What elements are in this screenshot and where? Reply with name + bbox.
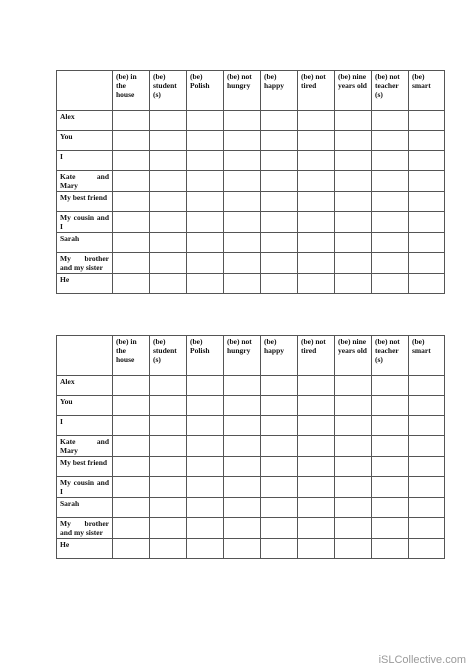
answer-cell[interactable] — [298, 151, 335, 171]
answer-cell[interactable] — [298, 192, 335, 212]
answer-cell[interactable] — [224, 498, 261, 518]
answer-cell[interactable] — [409, 171, 445, 192]
answer-cell[interactable] — [187, 253, 224, 274]
answer-cell[interactable] — [261, 111, 298, 131]
answer-cell[interactable] — [187, 192, 224, 212]
answer-cell[interactable] — [261, 416, 298, 436]
answer-cell[interactable] — [335, 376, 372, 396]
answer-cell[interactable] — [409, 151, 445, 171]
answer-cell[interactable] — [113, 192, 150, 212]
answer-cell[interactable] — [113, 498, 150, 518]
table-row — [57, 151, 445, 171]
column-header: (be) not teacher (s) — [372, 71, 409, 111]
answer-cell[interactable] — [409, 253, 445, 274]
answer-cell[interactable] — [150, 477, 187, 498]
answer-cell[interactable] — [298, 477, 335, 498]
row-subject-label: You — [57, 131, 113, 151]
answer-cell[interactable] — [224, 131, 261, 151]
answer-cell[interactable] — [150, 131, 187, 151]
answer-cell[interactable] — [372, 233, 409, 253]
header-row — [57, 71, 445, 111]
answer-cell[interactable] — [150, 518, 187, 539]
answer-cell[interactable] — [224, 111, 261, 131]
answer-cell[interactable] — [224, 518, 261, 539]
answer-cell[interactable] — [261, 233, 298, 253]
answer-cell[interactable] — [261, 396, 298, 416]
answer-cell[interactable] — [409, 477, 445, 498]
answer-cell[interactable] — [150, 498, 187, 518]
answer-cell[interactable] — [372, 253, 409, 274]
column-header: (be) nine years old — [335, 71, 372, 111]
answer-cell[interactable] — [409, 274, 445, 294]
answer-cell[interactable] — [298, 498, 335, 518]
answer-cell[interactable] — [261, 171, 298, 192]
answer-cell[interactable] — [150, 111, 187, 131]
column-header: (be) student (s) — [150, 71, 187, 111]
answer-cell[interactable] — [298, 171, 335, 192]
answer-cell[interactable] — [224, 171, 261, 192]
answer-cell[interactable] — [224, 253, 261, 274]
answer-cell[interactable] — [150, 539, 187, 559]
answer-cell[interactable] — [335, 212, 372, 233]
answer-cell[interactable] — [113, 436, 150, 457]
answer-cell[interactable] — [298, 396, 335, 416]
answer-cell[interactable] — [335, 457, 372, 477]
answer-cell[interactable] — [335, 253, 372, 274]
answer-cell[interactable] — [187, 274, 224, 294]
column-header: (be) not hungry — [224, 336, 261, 376]
row-subject-label: You — [57, 396, 113, 416]
answer-cell[interactable] — [150, 233, 187, 253]
answer-cell[interactable] — [372, 477, 409, 498]
answer-cell[interactable] — [261, 498, 298, 518]
answer-cell[interactable] — [261, 457, 298, 477]
answer-cell[interactable] — [187, 436, 224, 457]
table-row — [57, 233, 445, 253]
answer-cell[interactable] — [372, 212, 409, 233]
table-row — [57, 457, 445, 477]
answer-cell[interactable] — [113, 151, 150, 171]
answer-cell[interactable] — [409, 192, 445, 212]
answer-cell[interactable] — [113, 376, 150, 396]
answer-cell[interactable] — [372, 131, 409, 151]
column-header: (be) in the house — [113, 71, 150, 111]
answer-cell[interactable] — [409, 396, 445, 416]
answer-cell[interactable] — [261, 131, 298, 151]
answer-cell[interactable] — [224, 151, 261, 171]
answer-cell[interactable] — [150, 151, 187, 171]
column-header: (be) Polish — [187, 71, 224, 111]
answer-cell[interactable] — [372, 376, 409, 396]
answer-cell[interactable] — [150, 253, 187, 274]
column-header: (be) not teacher (s) — [372, 336, 409, 376]
answer-cell[interactable] — [298, 253, 335, 274]
worksheet-table-bottom — [56, 335, 445, 559]
answer-cell[interactable] — [335, 416, 372, 436]
row-subject-label: I — [57, 416, 113, 436]
answer-cell[interactable] — [409, 498, 445, 518]
answer-cell[interactable] — [113, 396, 150, 416]
header-corner-cell — [57, 336, 113, 376]
answer-cell[interactable] — [187, 151, 224, 171]
answer-cell[interactable] — [150, 212, 187, 233]
answer-cell[interactable] — [372, 457, 409, 477]
answer-cell[interactable] — [335, 192, 372, 212]
answer-cell[interactable] — [224, 396, 261, 416]
answer-cell[interactable] — [187, 171, 224, 192]
column-header: (be) not hungry — [224, 71, 261, 111]
answer-cell[interactable] — [187, 131, 224, 151]
answer-cell[interactable] — [150, 192, 187, 212]
column-header: (be) smart — [409, 71, 445, 111]
answer-cell[interactable] — [409, 233, 445, 253]
answer-cell[interactable] — [409, 376, 445, 396]
answer-cell[interactable] — [261, 253, 298, 274]
answer-cell[interactable] — [335, 131, 372, 151]
answer-cell[interactable] — [409, 539, 445, 559]
answer-cell[interactable] — [298, 111, 335, 131]
answer-cell[interactable] — [261, 151, 298, 171]
answer-cell[interactable] — [224, 274, 261, 294]
answer-cell[interactable] — [298, 416, 335, 436]
answer-cell[interactable] — [298, 131, 335, 151]
answer-cell[interactable] — [372, 539, 409, 559]
column-header: (be) student (s) — [150, 336, 187, 376]
answer-cell[interactable] — [298, 436, 335, 457]
table-row — [57, 192, 445, 212]
table-row — [57, 171, 445, 192]
answer-cell[interactable] — [335, 151, 372, 171]
row-subject-label: My best friend — [57, 457, 113, 477]
answer-cell[interactable] — [224, 477, 261, 498]
table-row — [57, 477, 445, 498]
column-header: (be) not tired — [298, 71, 335, 111]
answer-cell[interactable] — [335, 518, 372, 539]
answer-cell[interactable] — [261, 274, 298, 294]
answer-cell[interactable] — [224, 376, 261, 396]
row-subject-label: My best friend — [57, 192, 113, 212]
answer-cell[interactable] — [187, 416, 224, 436]
answer-cell[interactable] — [298, 539, 335, 559]
answer-cell[interactable] — [298, 457, 335, 477]
answer-cell[interactable] — [298, 274, 335, 294]
row-subject-label: My brother and my sister — [57, 253, 113, 274]
answer-cell[interactable] — [261, 192, 298, 212]
answer-cell[interactable] — [187, 477, 224, 498]
answer-cell[interactable] — [409, 436, 445, 457]
answer-cell[interactable] — [409, 416, 445, 436]
answer-cell[interactable] — [409, 212, 445, 233]
answer-cell[interactable] — [335, 274, 372, 294]
answer-cell[interactable] — [372, 171, 409, 192]
column-header: (be) Polish — [187, 336, 224, 376]
header-corner-cell — [57, 71, 113, 111]
table-row — [57, 376, 445, 396]
row-subject-label: My cousin and I — [57, 477, 113, 498]
row-subject-label: My brother and my sister — [57, 518, 113, 539]
answer-cell[interactable] — [372, 416, 409, 436]
answer-cell[interactable] — [409, 518, 445, 539]
worksheet-table-top — [56, 70, 445, 294]
answer-cell[interactable] — [187, 212, 224, 233]
answer-cell[interactable] — [187, 376, 224, 396]
row-subject-label: I — [57, 151, 113, 171]
answer-cell[interactable] — [113, 233, 150, 253]
answer-cell[interactable] — [150, 416, 187, 436]
header-row — [57, 336, 445, 376]
table-row — [57, 396, 445, 416]
answer-cell[interactable] — [298, 233, 335, 253]
answer-cell[interactable] — [113, 253, 150, 274]
answer-cell[interactable] — [150, 396, 187, 416]
answer-cell[interactable] — [335, 436, 372, 457]
answer-cell[interactable] — [113, 539, 150, 559]
answer-cell[interactable] — [187, 396, 224, 416]
row-subject-label: Alex — [57, 376, 113, 396]
table-row — [57, 253, 445, 274]
answer-cell[interactable] — [113, 111, 150, 131]
answer-cell[interactable] — [409, 111, 445, 131]
answer-cell[interactable] — [187, 518, 224, 539]
answer-cell[interactable] — [150, 436, 187, 457]
column-header: (be) happy — [261, 71, 298, 111]
row-subject-label: Kate and Mary — [57, 436, 113, 457]
answer-cell[interactable] — [261, 436, 298, 457]
table-row — [57, 212, 445, 233]
answer-cell[interactable] — [224, 192, 261, 212]
answer-cell[interactable] — [372, 436, 409, 457]
answer-cell[interactable] — [113, 416, 150, 436]
row-subject-label: Alex — [57, 111, 113, 131]
answer-cell[interactable] — [409, 131, 445, 151]
answer-cell[interactable] — [113, 171, 150, 192]
watermark: iSLCollective.com — [378, 654, 466, 666]
answer-cell[interactable] — [261, 518, 298, 539]
answer-cell[interactable] — [261, 477, 298, 498]
row-subject-label: He — [57, 539, 113, 559]
answer-cell[interactable] — [372, 274, 409, 294]
answer-cell[interactable] — [335, 396, 372, 416]
answer-cell[interactable] — [150, 274, 187, 294]
answer-cell[interactable] — [150, 171, 187, 192]
table-row — [57, 539, 445, 559]
answer-cell[interactable] — [150, 457, 187, 477]
answer-cell[interactable] — [298, 518, 335, 539]
answer-cell[interactable] — [261, 376, 298, 396]
answer-cell[interactable] — [150, 376, 187, 396]
answer-cell[interactable] — [372, 518, 409, 539]
answer-cell[interactable] — [409, 457, 445, 477]
table-row — [57, 436, 445, 457]
answer-cell[interactable] — [372, 192, 409, 212]
row-subject-label: Sarah — [57, 233, 113, 253]
column-header: (be) nine years old — [335, 336, 372, 376]
table-row — [57, 131, 445, 151]
column-header: (be) not tired — [298, 336, 335, 376]
answer-cell[interactable] — [261, 212, 298, 233]
answer-cell[interactable] — [224, 539, 261, 559]
table-row — [57, 518, 445, 539]
answer-cell[interactable] — [372, 396, 409, 416]
answer-cell[interactable] — [224, 233, 261, 253]
answer-cell[interactable] — [187, 498, 224, 518]
answer-cell[interactable] — [298, 212, 335, 233]
answer-cell[interactable] — [335, 477, 372, 498]
table-row — [57, 416, 445, 436]
answer-cell[interactable] — [372, 151, 409, 171]
column-header: (be) happy — [261, 336, 298, 376]
row-subject-label: Sarah — [57, 498, 113, 518]
answer-cell[interactable] — [113, 274, 150, 294]
answer-cell[interactable] — [187, 233, 224, 253]
answer-cell[interactable] — [335, 233, 372, 253]
answer-cell[interactable] — [113, 212, 150, 233]
answer-cell[interactable] — [113, 518, 150, 539]
answer-cell[interactable] — [261, 539, 298, 559]
answer-cell[interactable] — [187, 457, 224, 477]
row-subject-label: Kate and Mary — [57, 171, 113, 192]
answer-cell[interactable] — [113, 457, 150, 477]
table-row — [57, 498, 445, 518]
row-subject-label: My cousin and I — [57, 212, 113, 233]
answer-cell[interactable] — [298, 376, 335, 396]
answer-cell[interactable] — [335, 539, 372, 559]
table-row — [57, 274, 445, 294]
answer-cell[interactable] — [372, 498, 409, 518]
answer-cell[interactable] — [187, 111, 224, 131]
answer-cell[interactable] — [224, 212, 261, 233]
answer-cell[interactable] — [113, 131, 150, 151]
answer-cell[interactable] — [335, 498, 372, 518]
answer-cell[interactable] — [224, 436, 261, 457]
column-header: (be) in the house — [113, 336, 150, 376]
answer-cell[interactable] — [113, 477, 150, 498]
table-row — [57, 111, 445, 131]
answer-cell[interactable] — [187, 539, 224, 559]
column-header: (be) smart — [409, 336, 445, 376]
answer-cell[interactable] — [335, 111, 372, 131]
row-subject-label: He — [57, 274, 113, 294]
answer-cell[interactable] — [224, 457, 261, 477]
answer-cell[interactable] — [224, 416, 261, 436]
answer-cell[interactable] — [335, 171, 372, 192]
answer-cell[interactable] — [372, 111, 409, 131]
